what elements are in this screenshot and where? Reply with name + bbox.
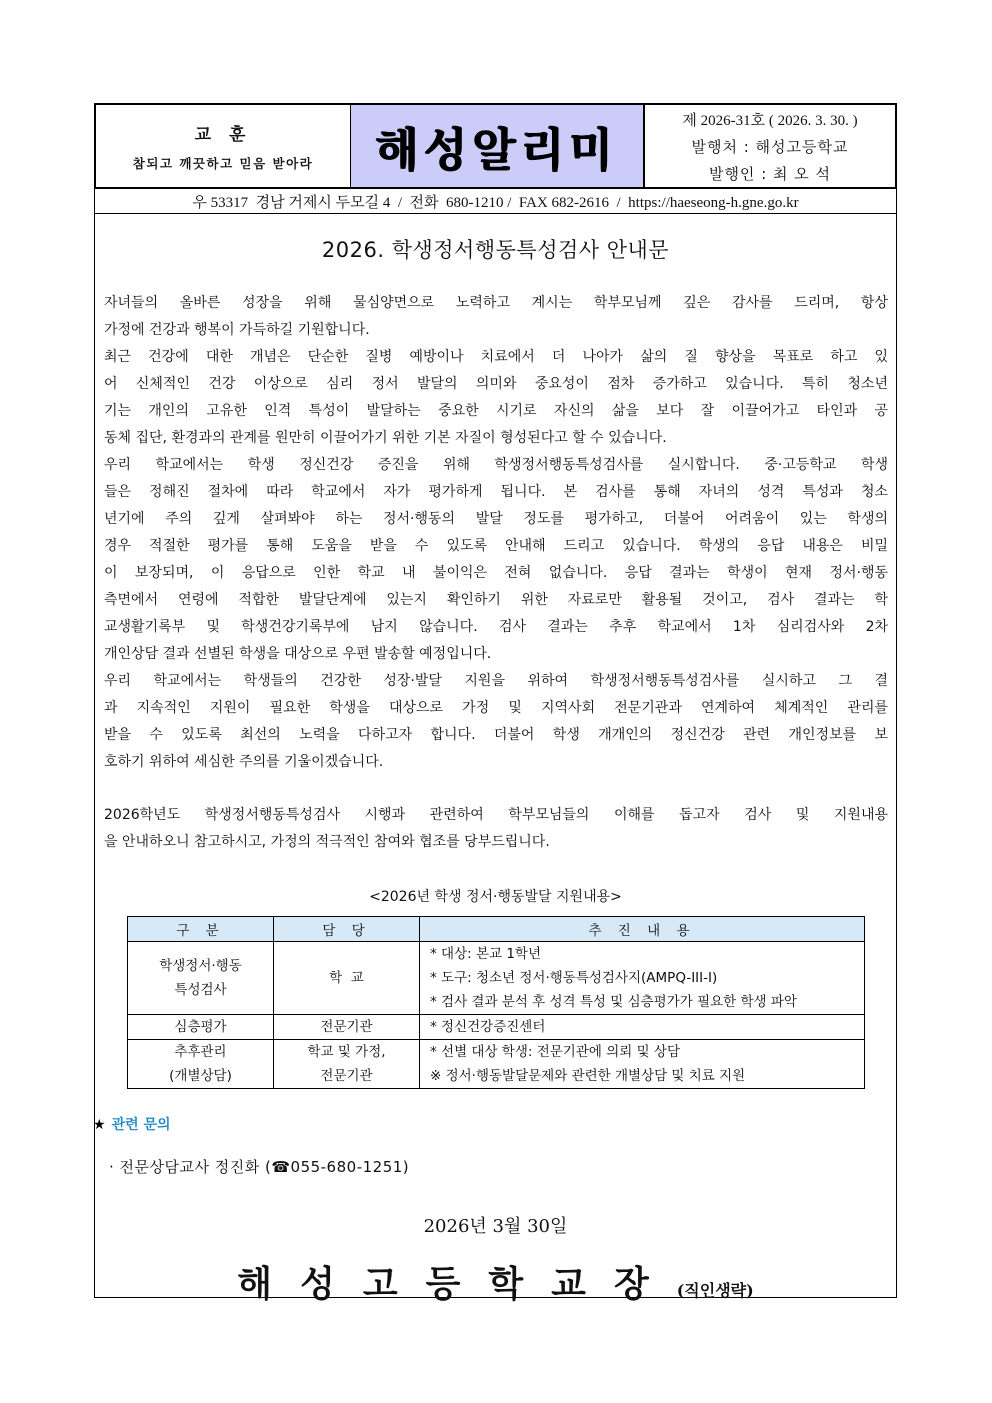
inquiry-title: 관련 문의 [111,1117,171,1133]
document-title: 2026. 학생정서행동특성검사 안내문 [321,238,670,262]
text-line: 받을 수 있도록 최선의 노력을 다하고자 합니다. 더불어 학생 개개인의 정신건강 관련 개인정보를 보 [104,727,888,743]
table-row [128,1040,865,1089]
text-line: 측면에서 연령에 적합한 발달단계에 있는지 확인하기 위한 자료로만 활용될 것이고, 검사 결과는 학 [104,592,888,608]
text-line: 들은 정해진 절차에 따라 학교에서 자가 평가하게 됩니다. 본 검사를 통해 자녀의 성격 특성과 청소 [104,484,888,500]
table-row [128,942,865,1015]
owner-cell [274,1040,420,1089]
text-line: 가정에 건강과 행복이 가득하길 기원합니다. [104,322,370,338]
cell-text: 학교 및 가정, [307,1044,386,1060]
cell-text: * 검사 결과 분석 후 성격 특성 및 심층평가가 필요한 학생 파악 [430,994,797,1010]
text-line: 최근 건강에 대한 개념은 단순한 질병 예방이나 치료에서 더 나아가 삶의 질 향상을 목표로 하고 있 [104,349,888,365]
issue-info [645,105,895,187]
text-line: 2026학년도 학생정서행동특성검사 시행과 관련하여 학부모님들의 이해를 돕고자 검사 및 지원내용 [104,807,888,823]
newsletter-header [94,103,897,189]
cell-text: (개별상담) [169,1068,232,1084]
text-line: 과 지속적인 지원이 필요한 학생을 대상으로 가정 및 지역사회 전문기관과 연계하여 체계적인 관리를 [104,700,888,716]
signature-block [95,1256,896,1307]
paragraph-support [104,668,888,776]
motto-title: 교 훈 [194,125,252,145]
inquiry-heading [93,1114,171,1134]
cell-text: ※ 정서·행동발달문제와 관련한 개별상담 및 치료 지원 [430,1068,746,1084]
newsletter-page [93,103,897,1305]
banner-title: 해성알리미 [375,123,619,178]
newsletter-banner [351,105,645,187]
paragraph-background [104,344,888,452]
cell-text: 추후관리 [174,1044,227,1060]
issuer: 발행인 : 최 오 석 [708,164,832,183]
items-cell [420,942,865,1015]
cell-text: 특성검사 [174,982,227,998]
text-line: 이 보장되며, 이 응답으로 인한 학교 내 불이익은 전혀 없습니다. 응답 결과는 학생이 현재 정서·행동 [104,565,888,581]
items-cell [420,1015,865,1040]
category-cell [128,942,274,1015]
table-row [128,1015,865,1040]
category-cell [128,1040,274,1089]
publisher: 발행처 : 해성고등학교 [691,137,849,156]
cell-text: * 도구: 청소년 정서·행동특성검사지(AMPQ-III-I) [430,970,718,986]
star-icon: ★ [93,1117,106,1133]
document-date: 2026년 3월 30일 [423,1216,568,1237]
table-header-row [128,917,865,942]
text-line: 경우 적절한 평가를 통해 도움을 받을 수 있도록 안내해 드리고 있습니다. 학생의 응답 내용은 비밀 [104,538,888,554]
address-bar: 우 53317 경남 거제시 두모길 4 / 전화 680-1210 / FAX 682-2616 / https://haeseong-h.gne.go.kr [94,189,897,214]
text-line: 년기에 주의 깊게 살펴봐야 하는 정서·행동의 발달 정도를 평가하고, 더불어 어려움이 있는 학생의 [104,511,888,527]
text-line: 교생활기록부 및 학생건강기록부에 남지 않습니다. 검사 결과는 추후 학교에서 1차 심리검사와 2차 [104,619,888,635]
owner-cell [274,942,420,1015]
text-line: 동체 집단, 환경과의 관계를 원만히 이끌어가기 위한 기본 자질이 형성된다고 할 수 있습니다. [104,430,667,446]
motto-text: 참되고 깨끗하고 믿음 받아라 [132,156,314,171]
cell-text: * 정신건강증진센터 [430,1019,546,1035]
school-motto [96,105,351,187]
text-line: 을 안내하오니 참고하시고, 가정의 적극적인 참여와 협조를 당부드립니다. [104,834,550,850]
cell-text: 심층평가 [174,1019,227,1035]
support-table [127,916,865,1089]
cell-text: 전문기관 [320,1068,373,1084]
text-line: 자녀들의 올바른 성장을 위해 물심양면으로 노력하고 계시는 학부모님께 깊은 감사를 드리며, 항상 [104,295,888,311]
cell-text: 학 교 [329,970,364,986]
seal-note: (직인생략) [676,1281,754,1300]
document-body [93,214,897,1305]
items-cell [420,1040,865,1089]
paragraph-test-info [104,452,888,668]
owner-cell [274,1015,420,1040]
category-cell [128,1015,274,1040]
column-header: 구 분 [128,917,274,942]
issue-number: 제 2026-31호 ( 2026. 3. 30. ) [682,112,858,129]
table-caption: <2026년 학생 정서·행동발달 지원내용> [369,889,622,905]
column-header: 추 진 내 용 [420,917,865,942]
text-line: 우리 학교에서는 학생 정신건강 증진을 위해 학생정서행동특성검사를 실시합니다. 중·고등학교 학생 [104,457,888,473]
cell-text: * 대상: 본교 1학년 [430,946,542,962]
document-paragraphs [104,290,888,856]
cell-text: 전문기관 [320,1019,373,1035]
text-line: 어 신체적인 건강 이상으로 심리 정서 발달의 의미와 중요성이 점차 증가하고 있습니다. 특히 청소년 [104,376,888,392]
column-header: 담 당 [274,917,420,942]
text-line: 기는 개인의 고유한 인격 특성이 발달하는 중요한 시기로 자신의 삶을 보다 잘 이끌어가고 타인과 공 [104,403,888,419]
principal-title: 해성고등학교장 [237,1263,677,1305]
text-line: 호하기 위하여 세심한 주의를 기울이겠습니다. [104,754,384,770]
cell-text: 학생정서·행동 [159,958,242,974]
text-line: 우리 학교에서는 학생들의 건강한 성장·발달 지원을 위하여 학생정서행동특성검사를 실시하고 그 결 [104,673,888,689]
paragraph-request [104,802,888,856]
text-line: 개인상담 결과 선별된 학생을 대상으로 우편 발송할 예정입니다. [104,646,492,662]
cell-text: * 선별 대상 학생: 전문기관에 의뢰 및 상담 [430,1044,680,1060]
inquiry-contact: · 전문상담교사 정진화 (☎055-680-1251) [109,1158,410,1176]
paragraph-greeting [104,290,888,344]
